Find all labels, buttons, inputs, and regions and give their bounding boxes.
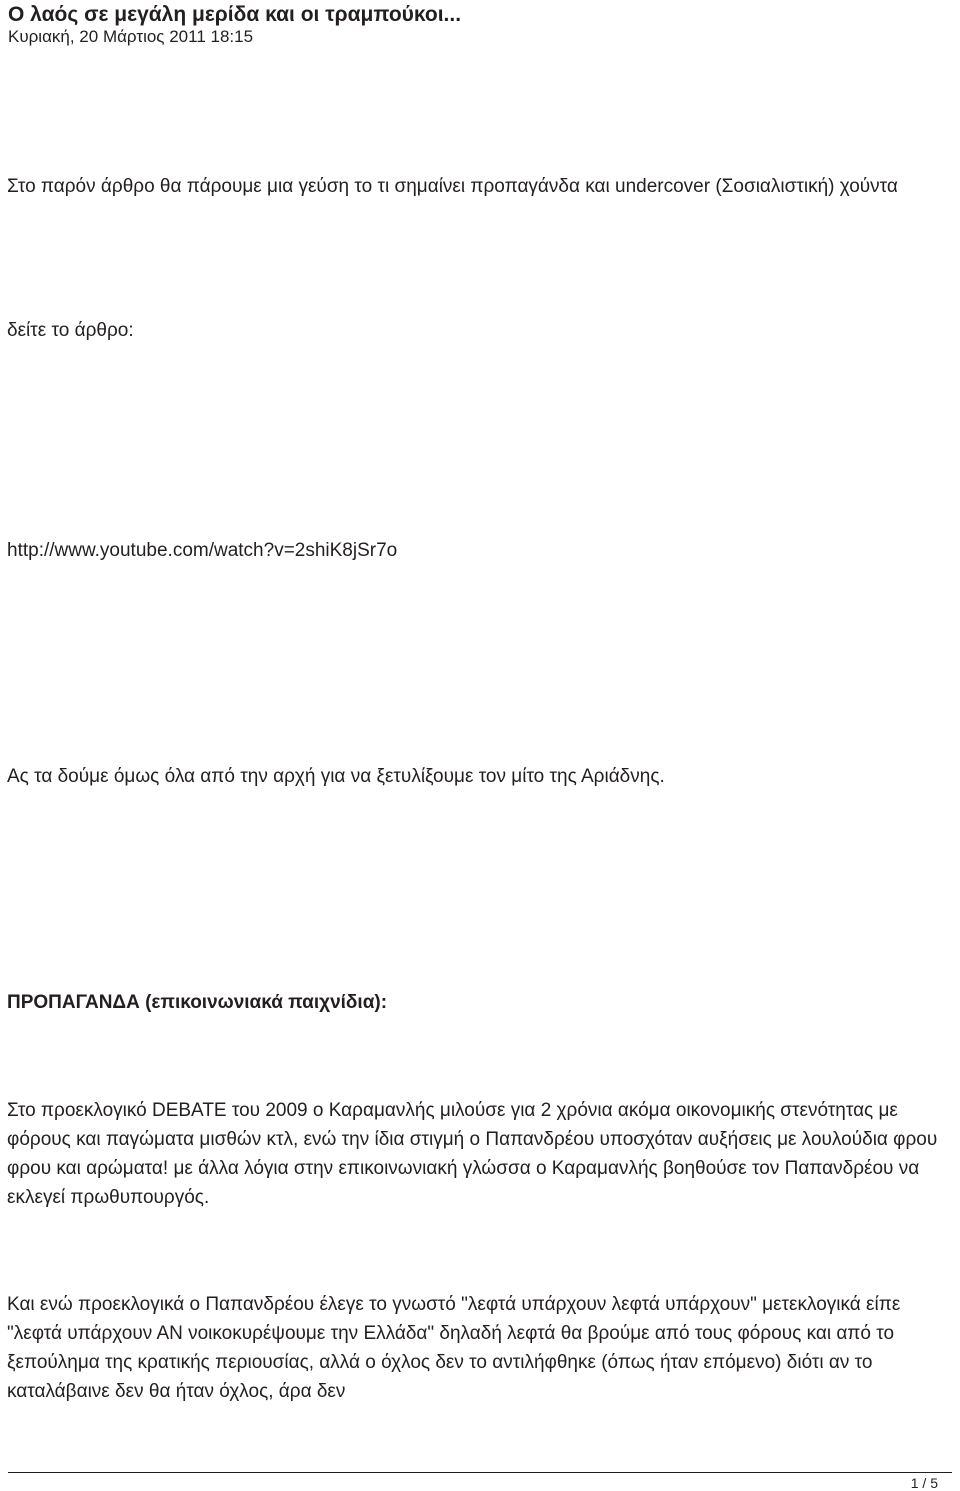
intro-paragraph: Στο παρόν άρθρο θα πάρουμε μια γεύση το τι σημαίνει προπαγάνδα και undercover (Σοσιαλιστική) χούντα bbox=[7, 176, 898, 197]
video-link[interactable]: http://www.youtube.com/watch?v=2shiK8jSr7o bbox=[7, 540, 398, 561]
page-indicator: 1 / 5 bbox=[910, 1475, 938, 1491]
article-title: Ο λαός σε μεγάλη μερίδα και οι τραμπούκοι... bbox=[8, 3, 462, 26]
money-paragraph: Και ενώ προεκλογικά ο Παπανδρέου έλεγε το γνωστό "λεφτά υπάρχουν λεφτά υπάρχουν" μετεκλογικά είπε "λεφτά υπάρχουν ΑΝ νοικοκυρέψουμε την Ελλάδα" δηλαδή λεφτά θα βρούμε από τους φόρους και από το ξεπούλημα της κρατικής περιουσίας, αλλά ο όχλος δεν το αντιλήφθηκε (όπως ήταν επόμενο) διότι αν το καταλάβαινε δεν θα ήταν όχλος, άρα δεν bbox=[7, 1294, 901, 1402]
footer-divider bbox=[8, 1472, 952, 1473]
section-heading: ΠΡΟΠΑΓΑΝΔΑ (επικοινωνιακά παιχνίδια): bbox=[7, 992, 388, 1013]
debate-paragraph: Στο προεκλογικό DEBATE του 2009 ο Καραμανλής μιλούσε για 2 χρόνια ακόμα οικονομικής στενότητας με φόρους και παγώματα μισθών κτλ, ενώ την ίδια στιγμή ο Παπανδρέου υποσχόταν αυξήσεις με λουλούδια φρου φρου και αρώματα! με άλλα λόγια στην επικοινωνιακή γλώσσα ο Καραμανλής βοηθούσε τον Παπανδρέου να εκλεγεί πρωθυπουργός. bbox=[7, 1100, 938, 1208]
from-start-paragraph: Ας τα δούμε όμως όλα από την αρχή για να ξετυλίξουμε τον μίτο της Αριάδνης. bbox=[7, 766, 665, 787]
article-date: Κυριακή, 20 Μάρτιος 2011 18:15 bbox=[8, 27, 254, 46]
see-article-label: δείτε το άρθρο: bbox=[7, 320, 134, 341]
